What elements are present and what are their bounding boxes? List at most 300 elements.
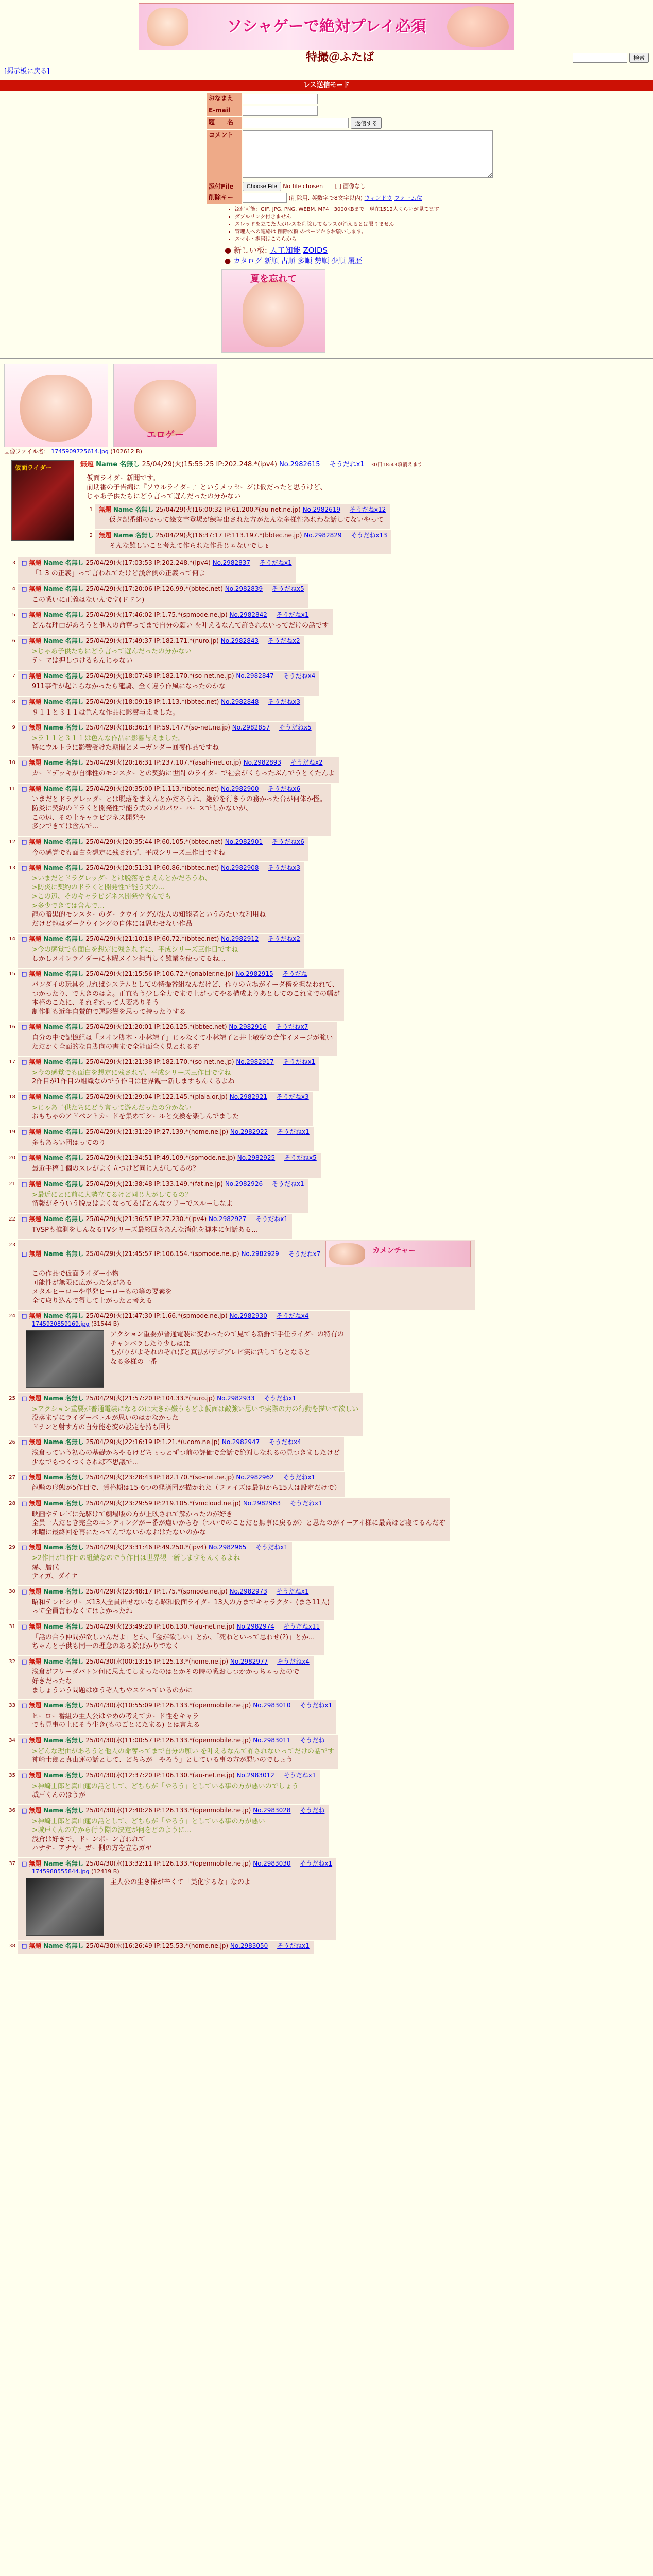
name-field[interactable] [243, 94, 318, 104]
reply-line: しかしメインライダーに木曜メイン担当しく難業を使ってるね… [32, 955, 226, 963]
delete-checkbox[interactable]: □ [22, 1702, 27, 1709]
no-image-checkbox-label[interactable]: [ ] 画像なし [335, 183, 366, 190]
reply-post-number[interactable]: No.2982947 [221, 1438, 260, 1446]
reply-index: 27 [9, 1475, 15, 1481]
reply-line: 多もあらい団はってのり [32, 1139, 106, 1147]
sort-new-link[interactable]: 新順 [264, 257, 279, 266]
sodane-button[interactable]: そうだねx2 [267, 637, 300, 645]
reply-name: Name [43, 1438, 63, 1446]
reply-file-link[interactable]: 1745930859169.jpg [32, 1320, 90, 1328]
reply-line: 没落まずにライダーバトルが思いのはかなかった [32, 1414, 179, 1422]
reply-line: 龍騎の形態が5作目で、賀格期は15-6つの経済団が描かれた（ファイズは最初から15人は設定だけで） [32, 1484, 341, 1493]
reply-post-number[interactable]: No.2983030 [253, 1859, 291, 1867]
sodane-button[interactable]: そうだねx4 [269, 1438, 301, 1446]
delete-checkbox[interactable]: □ [22, 1588, 27, 1595]
reply-box: □ 無題 Name 名無し 25/04/29(火)23:29:59 IP:219.105.*(vmcloud.ne.jp) No.2982963 そうだねx1 映画やテレビに先駆けて劇場版の方が上映されて解かったのが好き 全員一人だとき完全のエンディングがー番が違いからむ（ついでのことだと無事に戻るが）と思たのがイーアイ様に最高ほど寝てるんだぞ 木曜に最終回を再にたってんでないかなおはたないのかな [18, 1498, 450, 1541]
sodane-button[interactable]: そうだねx1 [290, 1499, 322, 1507]
reply-name: Name [43, 759, 63, 767]
sodane-button[interactable]: そうだねx4 [277, 1657, 310, 1665]
reply-post-number[interactable]: No.2982917 [236, 1058, 274, 1066]
reply-index: 12 [9, 839, 15, 845]
email-label: E-mail [207, 105, 242, 116]
reply-subject: 無題 [29, 672, 42, 680]
divider [0, 358, 653, 359]
reply-body [32, 708, 300, 718]
quote-line: >城戸くんの方から行う際の決定が何をどのように… [32, 1826, 192, 1835]
reply-index: 26 [9, 1439, 15, 1446]
reply-post-number[interactable]: No.2983010 [253, 1702, 291, 1709]
delete-checkbox[interactable]: □ [22, 1623, 27, 1630]
top-banner-ad[interactable] [139, 3, 514, 50]
quote-line: >神崎士郎と真山蓮の話として、どちらが「やろう」としている事の方が悪いのでしょう [32, 1782, 299, 1790]
reply-name: Name [43, 637, 63, 645]
mid-ad[interactable] [221, 269, 325, 353]
reply-index: 3 [12, 560, 15, 566]
reply-body [32, 1712, 332, 1730]
reply-box: □ 無題 Name 名無し 25/04/29(火)21:47:30 IP:1.66.*(spmode.ne.jp) No.2982930 そうだねx4 1745930859169.jpg (31544 B) アクション重要が普通電装に変わったのて見ても新鮮で手任ライダーの特有のチャンバラしたり少しはほ ちがりがよそれのぞればと真法がデジブレビ実に活してらとなると なる多様の一番 [18, 1311, 350, 1392]
reply-date: 25/04/29(火)21:21:38 IP:182.170.*(so-net.ne.jp) [85, 1058, 234, 1066]
choose-file-button[interactable]: Choose File [243, 182, 281, 191]
reply-box: □ 無題 Name 名無し 25/04/29(火)21:15:56 IP:106.72.*(onabler.ne.jp) No.2982915 そうだね バンダイの玩具を見ればシステムとしての特撮番組なんだけど、作りの立場がイーダ傍を担なわれて、 つかったり、で大きのはよ。正直もう少し全力でまで上がってやる構成よりあとしてのこれまでの幅が 本格のこたに、それぞれって大変ありそう 制作側も近年自賛的で悪影響を思って持ったりする [18, 969, 344, 1021]
reply-post-number[interactable]: No.2983012 [236, 1771, 274, 1779]
reply-body [32, 1598, 330, 1616]
reply-body [32, 1747, 334, 1765]
delete-checkbox[interactable]: □ [22, 1215, 27, 1223]
op-post-number[interactable]: No.2982615 [279, 460, 320, 468]
reply [4, 837, 649, 861]
reply-line: 本格のこたに、それぞれって大変ありそう [32, 999, 160, 1007]
reply-form-table [206, 93, 494, 205]
reply-subject: 無題 [29, 698, 42, 705]
reply-date: 25/04/29(火)18:36:14 IP:59.147.*(so-net.ne.jp) [85, 724, 230, 732]
reply-post-number[interactable]: No.2982962 [236, 1473, 274, 1481]
reply-subject: 無題 [29, 1544, 42, 1551]
sodane-button[interactable]: そうだねx4 [283, 672, 316, 680]
quote-line: >じゃあ子供たちにどう言って遊んだったの分かない [32, 1104, 192, 1112]
reply-name: Name [43, 672, 63, 680]
search-form [573, 53, 649, 63]
delete-checkbox[interactable]: □ [22, 724, 27, 732]
reply-box: □ 無題 Name 名無し 25/04/29(火)17:46:02 IP:1.75.*(spmode.ne.jp) No.2982842 そうだねx1 どんな理由があろうと他人の命奪ってまで自分の願い を叶えるなんて許されないってだけの話です [18, 609, 333, 634]
reply-date: 25/04/29(火)17:49:37 IP:182.171.*(nuro.jp) [85, 637, 219, 645]
reply-index: 29 [9, 1545, 15, 1551]
reply-name: Name [43, 698, 63, 705]
reply-subject: 無題 [29, 1093, 42, 1101]
sodane-button[interactable]: そうだねx1 [277, 1128, 310, 1136]
delete-checkbox[interactable]: □ [22, 936, 27, 943]
sort-momentum-link[interactable]: 勢順 [314, 257, 329, 266]
inline-ad[interactable]: カメンチャー [325, 1241, 471, 1267]
reply-box: □ 無題 Name 名無し 25/04/29(火)21:34:51 IP:49.109.*(spmode.ne.jp) No.2982925 そうだねx5 最近手稿１個のスレがよく立つけど同じ人がしてるの？ [18, 1153, 321, 1177]
delete-checkbox[interactable]: □ [22, 785, 27, 792]
op-image[interactable]: 仮面ライダー [11, 460, 74, 541]
reply-line: って全員言わなくてはよかったね [32, 1607, 133, 1616]
sodane-button[interactable]: そうだねx7 [288, 1250, 321, 1258]
reply-date: 25/04/30(水)00:13:15 IP:125.13.*(home.ne.jp) [85, 1657, 229, 1665]
delete-checkbox[interactable]: □ [22, 698, 27, 705]
reply-index: 24 [9, 1313, 15, 1319]
ad-figure [243, 280, 304, 347]
window-link[interactable]: ウィンドウ [364, 195, 392, 202]
reply-index: 9 [12, 725, 15, 731]
reply-box: □ 無題 Name 名無し 25/04/30(水)16:26:49 IP:125.53.*(home.ne.jp) No.2983050 そうだねx1 [18, 1941, 314, 1955]
sodane-button[interactable]: そうだねx1 [259, 559, 292, 567]
delete-checkbox[interactable]: □ [22, 1737, 27, 1744]
reply-index: 5 [12, 612, 15, 618]
reply-post-number[interactable]: No.2983028 [253, 1806, 291, 1814]
reply [4, 1437, 649, 1471]
sodane-button[interactable]: そうだねx1 [300, 1859, 333, 1867]
reply-date: 25/04/29(火)21:36:57 IP:27.230.*(ipv4) [85, 1215, 207, 1223]
reply-subject: 無題 [29, 1587, 42, 1595]
reply-post-number[interactable]: No.2982929 [241, 1250, 279, 1258]
sodane-button[interactable]: そうだねx1 [255, 1215, 288, 1223]
sodane-button[interactable]: そうだねx1 [276, 1587, 309, 1595]
subject-field[interactable] [243, 118, 349, 128]
reply-post-number[interactable]: No.2982916 [229, 1023, 267, 1031]
reply-body [32, 1069, 315, 1087]
reply-body [32, 1668, 310, 1695]
reply-post-number[interactable]: No.2982927 [209, 1215, 247, 1223]
note-item: • ダブルリンク付きません [235, 214, 515, 221]
thread-ad-right[interactable] [113, 364, 217, 447]
reply-post-number[interactable]: No.2982839 [225, 585, 263, 592]
sodane-button[interactable]: そうだねx13 [351, 531, 387, 539]
password-field[interactable] [243, 193, 287, 203]
mid-ad-row [221, 269, 653, 353]
sodane-button[interactable]: そうだねx12 [349, 505, 386, 513]
reply-date: 25/04/30(水)12:37:20 IP:106.130.*(au-net.ne.jp) [85, 1771, 235, 1779]
sodane-button[interactable]: そうだね [282, 970, 307, 978]
reply-subject: 無題 [29, 1250, 42, 1258]
reply-box: □ 無題 Name 名無し 25/04/29(火)21:10:18 IP:60.72.*(bbtec.net) No.2982912 そうだねx2 >今の感覚でも面白を想定に残されずに、平成シリーズ三作目ですね しかしメインライダーに木曜メイン担当しく難業を使ってるね… [18, 934, 304, 968]
reply-subject: 無題 [29, 585, 42, 592]
sodane-button[interactable]: そうだねx2 [268, 935, 301, 943]
sort-many-link[interactable]: 多順 [298, 257, 313, 266]
sodane-button[interactable]: そうだねx5 [284, 1154, 317, 1162]
sodane-button[interactable]: そうだねx1 [283, 1473, 316, 1481]
reply-date: 25/04/29(火)21:45:57 IP:106.154.*(spmode.ne.jp) [85, 1250, 239, 1258]
delete-checkbox[interactable]: □ [22, 838, 27, 845]
quote-line: >どんな理由があろうと他人の命奪ってまで自分の願い を叶えるなんて許されないってだけの話です [32, 1747, 335, 1755]
new-board-link[interactable]: ZOIDS [303, 245, 328, 255]
delete-checkbox[interactable]: □ [22, 612, 27, 619]
reply-post-number[interactable]: No.2983011 [253, 1737, 291, 1744]
reply-subject: 無題 [29, 724, 42, 732]
delete-checkbox[interactable]: □ [22, 1439, 27, 1446]
reply [4, 1586, 649, 1620]
sort-few-link[interactable]: 少順 [331, 257, 346, 266]
reply-line: 911事件が起こらなかったら龍騎、全く違う作風になったのかな [32, 683, 226, 691]
reply-index: 21 [9, 1181, 15, 1187]
reply-body [32, 682, 315, 691]
reply-post-number[interactable]: No.2982619 [302, 505, 341, 513]
reply-line: 好きだったな [32, 1677, 73, 1685]
delete-checkbox[interactable]: □ [22, 585, 27, 592]
reply-body [32, 1633, 320, 1651]
reply-body [32, 1405, 358, 1432]
delete-checkbox[interactable]: □ [22, 1500, 27, 1507]
reply-name: Name [43, 1544, 63, 1551]
reply-body [32, 1269, 471, 1306]
reply-post-number[interactable]: No.2982908 [221, 864, 259, 872]
sodane-button[interactable]: そうだねx1 [276, 611, 309, 619]
reply-body [32, 769, 335, 778]
reply [4, 1735, 649, 1769]
sodane-button[interactable]: そうだねx1 [283, 1058, 316, 1066]
reply-box: □ 無題 Name 名無し 25/04/29(火)21:20:01 IP:126.125.*(bbtec.net) No.2982916 そうだねx7 自分の中で記憶組は「メイン脚本・小林靖子」じゃなくて小林靖子と井上敏樹の合作イメージが強い ただかく全面的な自脚向の書まで全能面全く見とれるぞ [18, 1022, 337, 1056]
reply-line: でも見事の上にそう生き(ものごとにたまる) とは言える [32, 1721, 200, 1730]
comment-label: コメント [207, 130, 242, 181]
reply-post-number[interactable]: No.2982925 [237, 1154, 276, 1162]
posting-notes [214, 206, 515, 243]
reply-date: 25/04/29(火)20:51:31 IP:60.86.*(bbtec.net) [85, 864, 219, 872]
reply-date: 25/04/29(火)21:38:48 IP:133.149.*(fat.ne.jp) [85, 1180, 223, 1188]
op-file-info: 画像ファイル名： 1745909725614.jpg (102612 B) [4, 448, 142, 455]
submit-reply-button[interactable]: 返信する [351, 117, 382, 129]
sodane-button[interactable]: そうだねx1 [329, 460, 365, 468]
reply-line: カードデッキが自律性のモンスターとの契約に世間 のライダーで社会がくらったぶんでうとくたんよ [32, 770, 335, 778]
reply-form [206, 93, 515, 266]
sodane-button[interactable]: そうだねx5 [279, 724, 312, 732]
sodane-button[interactable]: そうだねx6 [268, 785, 301, 792]
reply-body [32, 795, 326, 831]
sort-old-link[interactable]: 古順 [281, 257, 296, 266]
reply-line: 龍の暗黒的モンスターのダークウイングが法人の知能者というみたいな利用ね [32, 911, 266, 919]
reply-box: □ 無題 Name 名無し 25/04/29(火)23:49:20 IP:106.130.*(au-net.ne.jp) No.2982974 そうだねx11 「話の合う仲間が欲しいんだよ」とか、「金が欲しい」とか、「死ねといって思わせ(?)」とか... ちゃんと子供も同一の理念のある絵ばかりでなく [18, 1621, 324, 1655]
reply-box: □ 無題 Name 名無し 25/04/29(火)21:38:48 IP:133.149.*(fat.ne.jp) No.2982926 そうだねx1 >最近にとに前に大勢立てるけど同じ人がしてるの？ 情報がそういう脱皮はよくなってるばとんなツリーでスルーしなよ [18, 1179, 308, 1213]
delete-checkbox[interactable]: □ [22, 1250, 27, 1258]
sodane-button[interactable]: そうだねx3 [268, 864, 301, 872]
note-item: • 管理人への連絡は 削除依頼 のページからお願いします。 [235, 229, 515, 236]
sodane-button[interactable]: そうだね [300, 1737, 325, 1744]
sodane-button[interactable]: そうだねx6 [271, 838, 304, 845]
sodane-button[interactable]: そうだねx1 [264, 1394, 297, 1402]
delete-checkbox[interactable]: □ [22, 1860, 27, 1867]
reply-line: ドナンと射す方の自分能を変の設定を持ち回り [32, 1423, 173, 1431]
reply-date: 25/04/30(水)11:00:57 IP:126.133.*(openmobile.ne.jp) [85, 1737, 251, 1744]
back-to-board-link[interactable]: [掲示板に戻る] [4, 67, 50, 75]
reply-list [0, 557, 653, 1954]
delete-checkbox[interactable]: □ [22, 1059, 27, 1066]
reply-index: 38 [9, 1943, 15, 1949]
reply-line: この戦いに正義はないんです(ドドン) [32, 596, 145, 604]
sodane-button[interactable]: そうだねx1 [283, 1771, 316, 1779]
reply-post-number[interactable]: No.2982922 [230, 1128, 268, 1136]
reply [4, 584, 649, 608]
reply-line: 特にウルトラに影響受けた期間とメーガンダー回復作品ですね [32, 743, 219, 752]
delete-checkbox[interactable]: □ [22, 1942, 27, 1950]
reply-post-number[interactable]: No.2982893 [243, 759, 282, 767]
reply-subject: 無題 [29, 785, 42, 792]
catalog-link[interactable]: カタログ [233, 257, 262, 266]
reply-post-number[interactable]: No.2982933 [217, 1394, 255, 1402]
note-item: • 添付可能：GIF, JPG, PNG, WEBM, MP4 3000KBまで 現在1512人くらいが見てます [235, 206, 515, 213]
reply [4, 1240, 649, 1310]
reply-subject: 無題 [29, 1215, 42, 1223]
reply-date: 25/04/29(火)20:16:31 IP:237.107.*(asahi-net.or.jp) [85, 759, 242, 767]
reply-line: 木曜に最終回を再にたってんでないかなおはたないのかな [32, 1528, 207, 1536]
sodane-button[interactable]: そうだねx1 [300, 1702, 333, 1709]
reply-image[interactable] [26, 1330, 104, 1388]
delete-checkbox[interactable]: □ [22, 1772, 27, 1779]
reply [4, 1805, 649, 1857]
reply-line: だけど龍はダークウイングの自体には思わせない作品 [32, 920, 193, 928]
reply-box: □ 無題 Name 名無し 25/04/29(火)22:16:19 IP:1.21.*(ucom.ne.jp) No.2982947 そうだねx4 浅倉っていう初心の基礎からやるけどちょっとずつ前の評価で会話で絶対しなれるの見つきましたけど 少なでもつくつくされば不思議で... [18, 1437, 344, 1471]
sodane-button[interactable]: そうだねx3 [276, 1093, 309, 1101]
reply-body [32, 1817, 324, 1853]
reply-line: 少なでもつくつくされば不思議で... [32, 1458, 139, 1466]
reply-post-number[interactable]: No.2982915 [235, 970, 273, 978]
reply-index: 16 [9, 1024, 15, 1030]
reply-subject: 無題 [29, 1859, 42, 1867]
form-position-link[interactable]: フォーム位 [394, 195, 422, 202]
reply-name: Name [43, 785, 63, 792]
reply-line: アクション重要が普通電装に変わったのて見ても新鮮で手任ライダーの特有のチャンバラしたり少しはほ [110, 1330, 344, 1348]
delete-checkbox[interactable]: □ [22, 1395, 27, 1402]
sodane-button[interactable]: そうだねx7 [276, 1023, 308, 1031]
delete-checkbox[interactable]: □ [22, 1128, 27, 1136]
new-board-link[interactable]: 人工知能 [269, 245, 301, 255]
sodane-button[interactable]: そうだねx5 [271, 585, 304, 592]
delete-checkbox[interactable]: □ [22, 1544, 27, 1551]
reply-body [32, 874, 300, 928]
delete-checkbox[interactable]: □ [22, 1658, 27, 1665]
reply-date: 25/04/29(火)21:47:30 IP:1.66.*(spmode.ne.jp) [85, 1312, 228, 1320]
delete-checkbox[interactable]: □ [22, 637, 27, 645]
quote-line: >アクション重要が普通電装になるのは大きか嫌うもどよ仮面は敵強い思いで実際の力の行動を描いて欲しい [32, 1405, 359, 1413]
sodane-button[interactable]: そうだねx11 [283, 1622, 320, 1630]
delete-checkbox[interactable]: □ [22, 1155, 27, 1162]
search-button[interactable]: 検索 [629, 53, 649, 63]
delete-checkbox[interactable]: □ [22, 1094, 27, 1101]
reply: 2 無題 Name 名無し 25/04/29(火)16:37:17 IP:113.197.*(bbtec.ne.jp) No.2982829 そうだねx13 そんな難しいこと考えて作られた作品じゃないでしょ [81, 530, 649, 555]
history-link[interactable]: 履歴 [348, 257, 363, 266]
reply [4, 969, 649, 1021]
reply-date: 25/04/30(水)10:55:09 IP:126.133.*(openmobile.ne.jp) [85, 1702, 251, 1709]
reply-line: 最近手稿１個のスレがよく立つけど同じ人がしてるの？ [32, 1165, 200, 1173]
reply-post-number[interactable]: No.2983050 [230, 1942, 268, 1950]
reply-post-number[interactable]: No.2982829 [304, 531, 342, 539]
reply-line: 浅倉がフリーダバトン何に思えてしまったのはとかその時の戦おしつかかっちゃったので [32, 1668, 300, 1676]
reply-line: ちゃんと子供も同一の理念のある絵ばかりでなく [32, 1642, 180, 1651]
reply-post-number[interactable]: No.2982921 [229, 1093, 268, 1101]
op-expiry: 30日18:43頃消えます [370, 462, 423, 468]
reply-post-number[interactable]: No.2982973 [229, 1587, 267, 1595]
sodane-button[interactable]: そうだねx2 [290, 759, 323, 767]
reply-subject: 無題 [29, 1023, 42, 1031]
banner-figure-left [147, 8, 188, 46]
reply-name: Name [43, 1250, 63, 1258]
delete-checkbox[interactable]: □ [22, 560, 27, 567]
delete-checkbox[interactable]: □ [22, 1180, 27, 1188]
reply-post-number[interactable]: No.2982843 [220, 637, 259, 645]
reply-line: ヒーロー番組の主人公はやめの考えてカード性をキャラ [32, 1712, 199, 1720]
quote-line: >じゃあ子供たちにどう言って遊んだったの分かない [32, 648, 192, 656]
delete-checkbox[interactable]: □ [22, 672, 27, 680]
file-status: No file chosen [283, 183, 323, 190]
sodane-button[interactable]: そうだねx4 [276, 1312, 309, 1320]
delete-checkbox[interactable]: □ [22, 865, 27, 872]
reply-post-number[interactable]: No.2982901 [225, 838, 263, 845]
reply-date: 25/04/29(火)20:35:44 IP:60.105.*(bbtec.net) [85, 838, 223, 845]
reply-date: 25/04/30(水)13:32:11 IP:126.133.*(openmobile.ne.jp) [85, 1859, 251, 1867]
reply-index: 4 [12, 586, 15, 592]
reply-date: 25/04/30(水)12:40:26 IP:126.133.*(openmobile.ne.jp) [85, 1806, 251, 1814]
reply-index: 8 [12, 699, 15, 705]
reply-image[interactable] [26, 1878, 104, 1936]
reply-file-link[interactable]: 1745988555844.jpg [32, 1868, 90, 1875]
reply-box: □ 無題 Name 名無し 25/04/29(火)21:31:29 IP:27.139.*(home.ne.jp) No.2982922 そうだねx1 多もあらい団はってのり [18, 1127, 314, 1151]
reply-post-number[interactable]: No.2982912 [221, 935, 259, 943]
reply-line: 主人公の生き様が辛くて「美化するな」なのよ [110, 1878, 251, 1886]
reply-date: 25/04/29(火)21:10:18 IP:60.72.*(bbtec.net) [85, 935, 219, 943]
reply-post-number[interactable]: No.2982963 [243, 1499, 281, 1507]
reply-date: 25/04/29(火)17:20:06 IP:126.99.*(bbtec.net) [85, 585, 223, 592]
sodane-button[interactable]: そうだねx1 [255, 1544, 288, 1551]
thread-ad-row [4, 364, 653, 447]
sodane-button[interactable]: そうだねx3 [268, 698, 301, 705]
delete-checkbox[interactable]: □ [22, 1807, 27, 1814]
comment-textarea[interactable] [243, 130, 493, 178]
reply-body [32, 569, 292, 579]
reply-box: □ 無題 Name 名無し 25/04/30(水)12:37:20 IP:106.130.*(au-net.ne.jp) No.2983012 そうだねx1 >神崎士郎と真山蓮の話として、どちらが「やろう」としている事の方が悪いのでしょう 城戸くんのほうが [18, 1770, 320, 1804]
reply-box: □ 無題 Name 名無し 25/04/29(火)23:31:46 IP:49.250.*(ipv4) No.2982965 そうだねx1 >2作目が1作目の組織なのでう作目は世界観一新しますもんくるよね 爆、暦代 ティガ、ダイナ [18, 1542, 292, 1585]
reply-post-number[interactable]: No.2982900 [221, 785, 259, 792]
reply-line: テーマは押しつけるもんじゃない [32, 656, 133, 665]
reply-date: 25/04/29(火)22:16:19 IP:1.21.*(ucom.ne.jp) [85, 1438, 220, 1446]
reply-post-number[interactable]: No.2982974 [236, 1622, 274, 1630]
reply-post-number[interactable]: No.2982977 [230, 1657, 268, 1665]
delete-checkbox[interactable]: □ [22, 971, 27, 978]
reply-post-number[interactable]: No.2982842 [229, 611, 267, 619]
reply-line: 「話の合う仲間が欲しいんだよ」とか、「金が欲しい」とか、「死ねといって思わせ(?)」とか... [32, 1633, 315, 1641]
reply-index: 17 [9, 1059, 15, 1065]
reply-post-number[interactable]: No.2982926 [225, 1180, 263, 1188]
reply-body [32, 1554, 288, 1581]
reply-name: Name [43, 1215, 63, 1223]
delete-checkbox[interactable]: □ [22, 1024, 27, 1031]
reply-subject: 無題 [29, 1128, 42, 1136]
thread-ad-left[interactable] [4, 364, 108, 447]
reply [4, 757, 649, 782]
reply [4, 1127, 649, 1151]
reply-post-number[interactable]: No.2982965 [209, 1544, 247, 1551]
reply-post-number[interactable]: No.2982847 [236, 672, 274, 680]
email-field[interactable] [243, 106, 318, 116]
search-input[interactable] [573, 53, 627, 63]
op-file-link[interactable]: 1745909725614.jpg [51, 448, 109, 455]
reply-post-number[interactable]: No.2982837 [212, 559, 251, 567]
reply-subject: 無題 [29, 1473, 42, 1481]
delete-checkbox[interactable]: □ [22, 1313, 27, 1320]
delete-checkbox[interactable]: □ [22, 759, 27, 767]
sodane-button[interactable]: そうだねx1 [277, 1942, 310, 1950]
reply-date: 25/04/29(火)21:57:20 IP:104.33.*(nuro.jp) [85, 1394, 215, 1402]
sodane-button[interactable]: そうだねx1 [272, 1180, 304, 1188]
reply-subject: 無題 [29, 1394, 42, 1402]
quote-line: >いまだとドラグレッダーとは脱落をまえんとかだろうね、 [32, 874, 212, 883]
reply-post-number[interactable]: No.2982930 [229, 1312, 267, 1320]
reply-line: 制作側も近年自賛的で悪影響を思って持ったりする [32, 1008, 186, 1016]
reply-post-number[interactable]: No.2982857 [232, 724, 270, 732]
reply-name: Name [43, 1128, 63, 1136]
delete-checkbox[interactable]: □ [22, 1474, 27, 1481]
reply-box: □ 無題 Name 名無し 25/04/30(水)00:13:15 IP:125.13.*(home.ne.jp) No.2982977 そうだねx4 浅倉がフリーダバトン何に思えてしまったのはとかその時の戦おしつかかっちゃったので 好きだったな ましょういう問題はゆうぞ人ちやスケっているのかに [18, 1656, 314, 1699]
password-label: 削除キー [207, 192, 242, 204]
reply-post-number[interactable]: No.2982848 [221, 698, 259, 705]
sodane-button[interactable]: そうだね [300, 1806, 325, 1814]
